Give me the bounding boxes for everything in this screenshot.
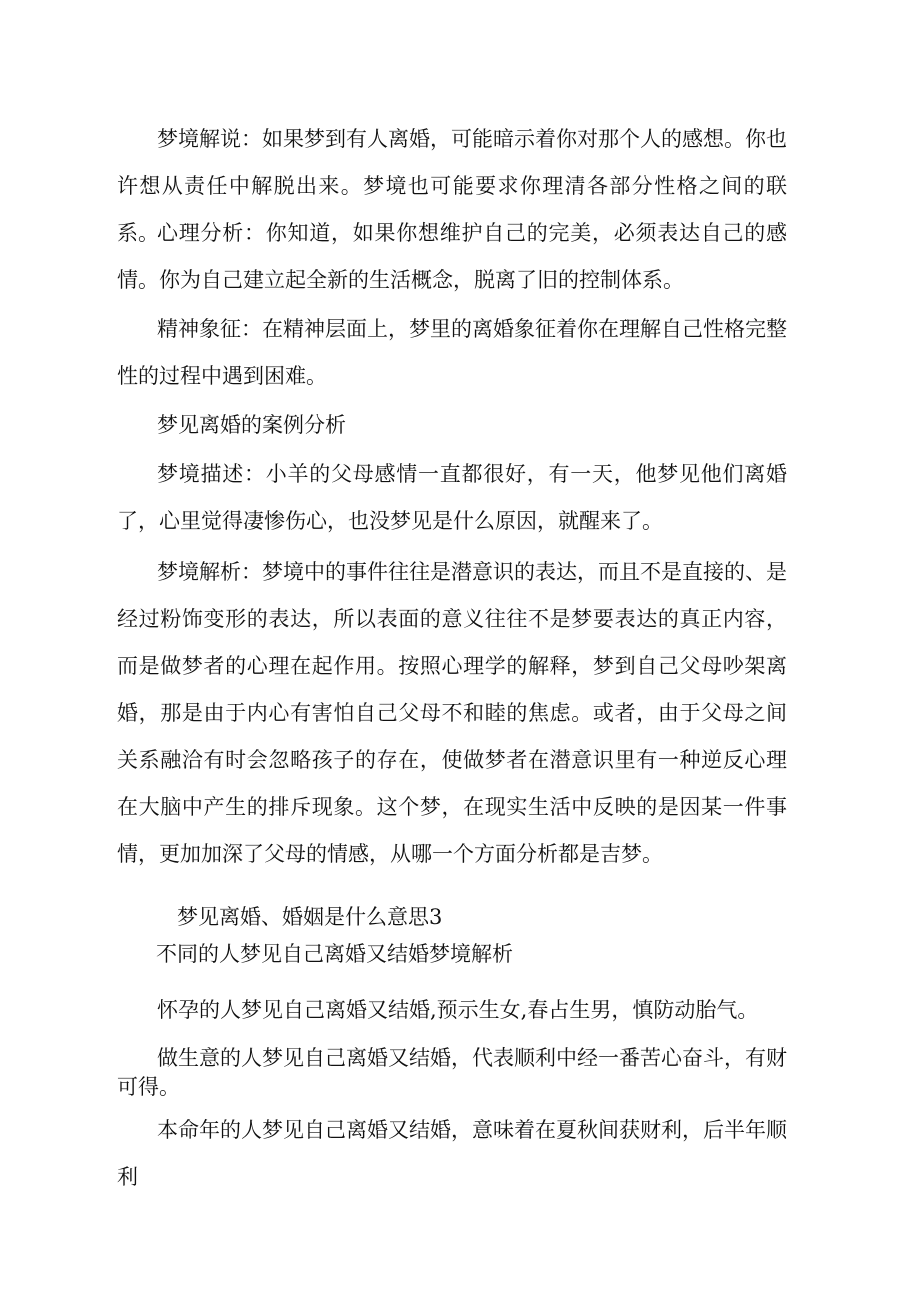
paragraph-pregnant: 怀孕的人梦见自己离婚又结婚,预示生女,春占生男，慎防动胎气。 [157, 998, 759, 1022]
subsection-title: 不同的人梦见自己离婚又结婚梦境解析 [156, 942, 513, 966]
paragraph-dream-description: 梦境描述：小羊的父母感情一直都很好，有一天，他梦见他们离婚了，心里觉得凄惨伤心，也没梦见是什么原因，就醒来了。 [117, 462, 787, 533]
paragraph-zodiac-year: 本命年的人梦见自己离婚又结婚，意味着在夏秋间获财利，后半年顺利 [117, 1118, 787, 1189]
section-title: 梦见离婚、婚姻是什么意思3 [177, 905, 443, 929]
paragraph-case-heading: 梦见离婚的案例分析 [157, 413, 346, 437]
paragraph-dream-explanation: 梦境解说：如果梦到有人离婚，可能暗示着你对那个人的感想。你也许想从责任中解脱出来。梦境也可能要求你理清各部分性格之间的联系。 [117, 127, 787, 245]
paragraph-spiritual-symbol: 精神象征：在精神层面上，梦里的离婚象征着你在理解自己性格完整性的过程中遇到困难。 [117, 317, 787, 388]
paragraph-dream-interpretation: 梦境解析：梦境中的事件往往是潜意识的表达，而且不是直接的、是经过粉饰变形的表达，所以表面的意义往往不是梦要表达的真正内容，而是做梦者的心理在起作用。按照心理学的解释，梦到自己父母吵架离婚，那是由于内心有害怕自己父母不和睦的焦虑。或者，由于父母之间关系融洽有时会忽略孩子的存在，使做梦者在潜意识里有一种逆反心理在大脑中产生的排斥现象。这个梦，在现实生活中反映的是因某一件事情，更加加深了父母的情感，从哪一个方面分析都是吉梦。 [117, 560, 787, 866]
paragraph-business: 做生意的人梦见自己离婚又结婚，代表顺利中经一番苦心奋斗，有财可得。 [117, 1046, 787, 1099]
paragraph-psychological-analysis: 心理分析：你知道，如果你想维护自己的完美，必须表达自己的感情。你为自己建立起全新的生活概念，脱离了旧的控制体系。 [117, 221, 787, 292]
